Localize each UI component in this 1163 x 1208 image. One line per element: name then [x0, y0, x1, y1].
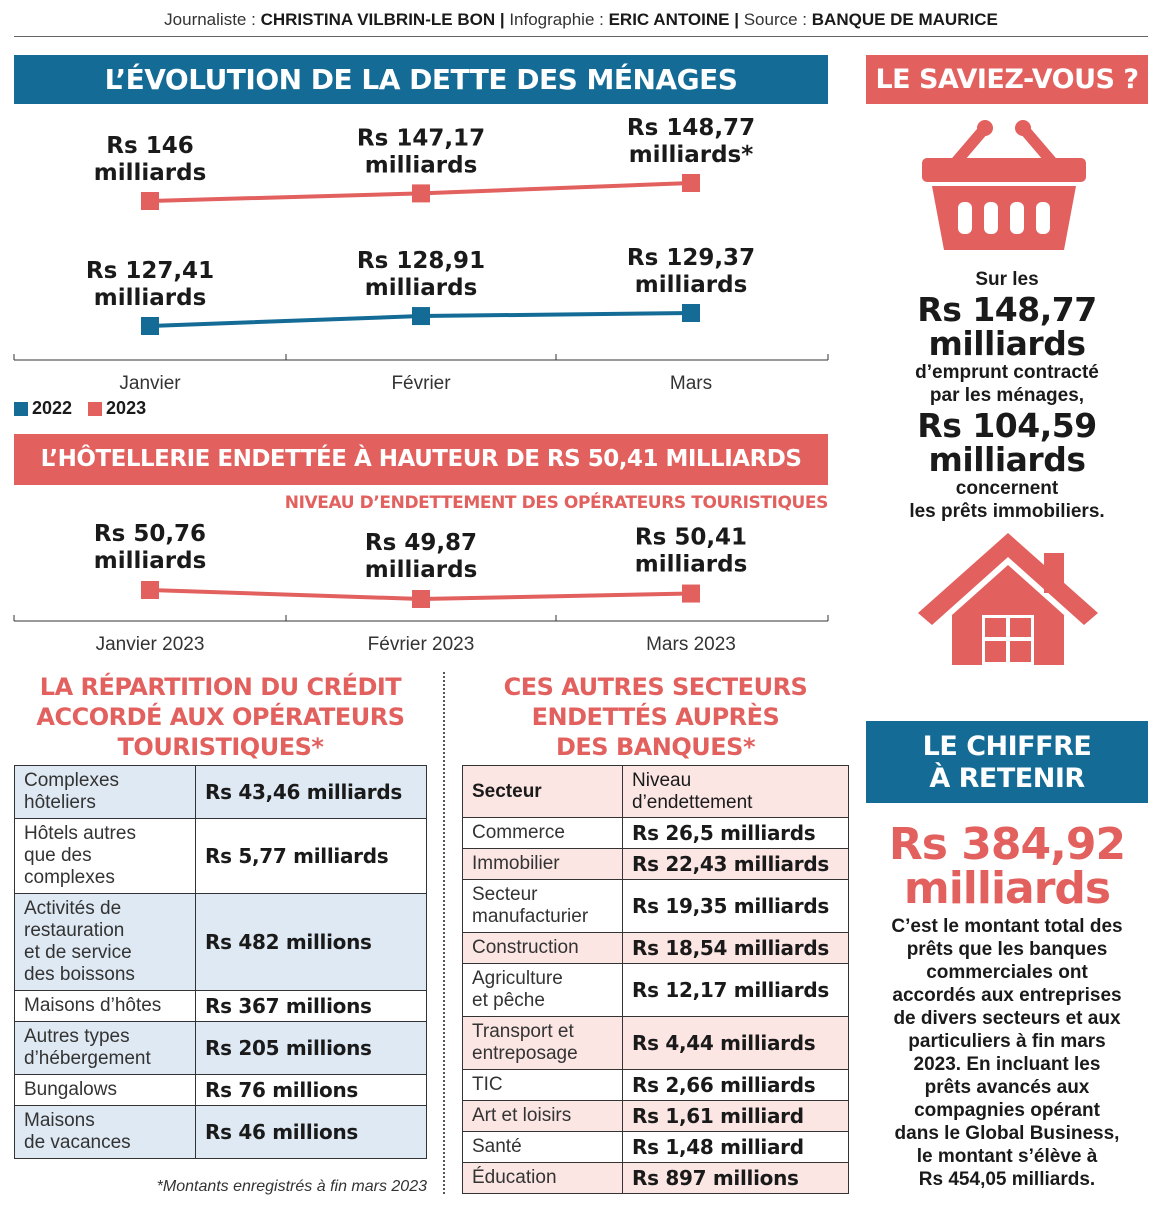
row-value: Rs 43,46 milliards	[196, 766, 427, 819]
row-label	[15, 819, 196, 894]
cell-line: Commerce	[472, 822, 565, 843]
row-value: Rs 1,48 milliard	[623, 1132, 849, 1163]
table-row	[463, 1132, 849, 1163]
journalist-name: CHRISTINA VILBRIN-LE BON	[260, 10, 496, 29]
cell-line: complexes	[24, 867, 115, 888]
header-level	[623, 766, 849, 818]
table-row	[463, 1101, 849, 1132]
header-sector	[463, 766, 623, 818]
cell-line: Activités de	[24, 898, 122, 919]
table-row	[463, 933, 849, 964]
cell-line: Construction	[472, 937, 579, 958]
saviez-mid-line: d’emprunt contracté	[915, 362, 1099, 383]
row-label	[463, 1017, 623, 1070]
table-row	[463, 1017, 849, 1070]
cell-line: et pêche	[472, 990, 545, 1011]
table-row	[463, 1070, 849, 1101]
saviez-end-line: les prêts immobiliers.	[909, 501, 1105, 522]
chiffre-title	[866, 721, 1148, 803]
data-point	[412, 307, 430, 325]
section-title-line: TOURISTIQUES*	[117, 733, 324, 761]
row-value: Rs 367 millions	[196, 991, 427, 1022]
x-tick-label: Février 2023	[367, 634, 475, 655]
data-label: Rs 127,41	[85, 258, 215, 284]
row-label	[15, 1075, 196, 1106]
data-label: milliards	[93, 285, 207, 311]
tourism-credit-table	[14, 765, 427, 1159]
row-value: Rs 1,61 milliard	[623, 1101, 849, 1132]
data-point	[412, 184, 430, 202]
credits-line	[14, 10, 1148, 30]
data-label: milliards	[634, 272, 748, 298]
cell-line: manufacturier	[472, 906, 589, 927]
row-label	[463, 964, 623, 1017]
chiffre-text-line: de divers secteurs et aux	[893, 1008, 1121, 1029]
row-label	[463, 1101, 623, 1132]
saviez-end-line: concernent	[955, 478, 1059, 499]
saviez-vous-text	[866, 268, 1148, 523]
chiffre-text-line: le montant s’élève à	[916, 1146, 1098, 1167]
table-row	[15, 766, 427, 819]
other-sectors-table	[462, 765, 849, 1194]
cell-line: TIC	[472, 1074, 503, 1095]
cell-line: Santé	[472, 1136, 522, 1157]
row-value: Rs 19,35 milliards	[623, 880, 849, 933]
row-value: Rs 22,43 milliards	[623, 849, 849, 880]
table-row	[15, 1106, 427, 1159]
cell-line: Niveau	[632, 769, 692, 791]
household-debt-chart	[0, 104, 840, 396]
section-title-line: CES AUTRES SECTEURS	[503, 673, 808, 701]
chiffre-text-line: particuliers à fin mars	[908, 1031, 1106, 1052]
row-value: Rs 76 millions	[196, 1075, 427, 1106]
chiffre-text-line: commerciales ont	[926, 962, 1088, 983]
data-point	[412, 590, 430, 608]
section-title-line: LA RÉPARTITION DU CRÉDIT	[39, 673, 402, 701]
row-label	[15, 766, 196, 819]
saviez-amount-2-line: milliards	[928, 440, 1086, 479]
chiffre-text-line: accordés aux entreprises	[892, 985, 1122, 1006]
row-label	[463, 818, 623, 849]
table-row	[15, 894, 427, 991]
hotel-debt-chart	[0, 515, 840, 660]
data-label: milliards	[93, 160, 207, 186]
hotel-debt-subtitle: NIVEAU D’ENDETTEMENT DES OPÉRATEURS TOURISTIQUES	[284, 493, 828, 513]
data-label: Rs 146	[106, 133, 194, 159]
row-value: Rs 5,77 milliards	[196, 819, 427, 894]
cell-line: et de service	[24, 942, 132, 963]
cell-line: que des	[24, 845, 92, 866]
chiffre-title-line: À RETENIR	[929, 763, 1085, 794]
cell-line: hôteliers	[24, 792, 96, 813]
chiffre-title-line: LE CHIFFRE	[922, 731, 1092, 762]
legend-swatch-2023	[88, 402, 102, 416]
cell-line: Secteur	[472, 780, 542, 802]
section-title-line: ACCORDÉ AUX OPÉRATEURS	[36, 703, 405, 731]
table-row	[15, 1075, 427, 1106]
data-label: Rs 147,17	[356, 125, 486, 152]
row-label	[463, 1132, 623, 1163]
legend-item-2023	[88, 398, 146, 419]
chiffre-amount	[866, 819, 1148, 914]
x-tick-label: Janvier	[119, 373, 181, 394]
cell-line: Maisons d’hôtes	[24, 995, 162, 1016]
legend-label-2022: 2022	[32, 398, 73, 418]
table-row	[15, 819, 427, 894]
data-label: Rs 129,37	[626, 245, 756, 271]
cell-line: Bungalows	[24, 1079, 117, 1100]
chiffre-text-line: 2023. En incluant les	[913, 1054, 1101, 1075]
chiffre-text-line: dans le Global Business,	[894, 1123, 1120, 1144]
household-debt-title: L’ÉVOLUTION DE LA DETTE DES MÉNAGES	[14, 55, 828, 104]
section-title-line: ENDETTÉS AUPRÈS	[531, 703, 780, 731]
cell-line: Secteur	[472, 884, 538, 905]
chiffre-text-line: C’est le montant total des	[891, 916, 1123, 937]
journalist-label: Journaliste :	[164, 10, 256, 29]
household-debt-legend	[14, 398, 146, 419]
x-tick-label: Mars	[669, 373, 713, 394]
cell-line: entreposage	[472, 1043, 578, 1064]
data-label: milliards	[634, 551, 748, 578]
cell-line: restauration	[24, 920, 125, 941]
saviez-intro: Sur les	[975, 269, 1039, 290]
chiffre-text-line: prêts que les banques	[906, 939, 1108, 960]
chiffre-amount-line: Rs 384,92	[888, 819, 1126, 870]
cell-line: Immobilier	[472, 853, 560, 874]
row-value: Rs 482 millions	[196, 894, 427, 991]
row-label	[463, 1070, 623, 1101]
source-label: Source :	[743, 10, 808, 29]
shopping-basket-icon	[918, 118, 1090, 254]
data-point	[141, 192, 159, 210]
source-name: BANQUE DE MAURICE	[811, 10, 998, 29]
credits-divider	[14, 36, 1148, 37]
infographic-label: Infographie :	[509, 10, 604, 29]
saviez-amount-1-line: Rs 148,77	[917, 290, 1097, 329]
cell-line: Hôtels autres	[24, 823, 136, 844]
chiffre-text-line: Rs 454,05 milliards.	[918, 1169, 1096, 1190]
cell-line: Art et loisirs	[472, 1105, 572, 1126]
row-value: Rs 2,66 milliards	[623, 1070, 849, 1101]
legend-label-2023: 2023	[106, 398, 147, 418]
saviez-amount-2-line: Rs 104,59	[917, 406, 1097, 445]
cell-line: des boissons	[24, 964, 135, 985]
chiffre-text-line: compagnies opérant	[914, 1100, 1100, 1121]
saviez-vous-title: LE SAVIEZ-VOUS ?	[866, 55, 1148, 104]
credits-separator: |	[499, 10, 505, 29]
data-label: Rs 50,76	[93, 521, 207, 547]
cell-line: Agriculture	[472, 968, 563, 989]
row-value: Rs 26,5 milliards	[623, 818, 849, 849]
other-sectors-title	[462, 672, 849, 762]
row-value: Rs 46 millions	[196, 1106, 427, 1159]
data-point	[682, 585, 700, 603]
chiffre-text-line: prêts avancés aux	[924, 1077, 1090, 1098]
legend-item-2022	[14, 398, 72, 419]
data-label: milliards	[364, 275, 478, 302]
data-label: Rs 50,41	[634, 524, 748, 551]
row-label	[15, 991, 196, 1022]
row-label	[463, 933, 623, 964]
data-point	[141, 581, 159, 599]
section-title-line: DES BANQUES*	[555, 733, 756, 761]
infographic-name: ERIC ANTOINE	[608, 10, 730, 29]
cell-line: Complexes	[24, 770, 120, 791]
cell-line: Autres types	[24, 1026, 130, 1047]
hotel-debt-title: L’HÔTELLERIE ENDETTÉE À HAUTEUR DE RS 50,41 MILLIARDS	[14, 434, 828, 485]
data-label: Rs 148,77	[626, 115, 756, 141]
row-label	[463, 849, 623, 880]
credits-separator: |	[734, 10, 739, 29]
tourism-credit-title	[14, 672, 427, 762]
row-label	[463, 1163, 623, 1194]
data-label: milliards	[364, 152, 478, 179]
saviez-amount-1	[866, 290, 1148, 363]
data-label: milliards	[364, 557, 478, 583]
row-label	[463, 880, 623, 933]
cell-line: Éducation	[472, 1167, 557, 1188]
data-point	[682, 304, 700, 322]
row-value: Rs 12,17 milliards	[623, 964, 849, 1017]
legend-swatch-2022	[14, 402, 28, 416]
x-tick-label: Mars 2023	[646, 634, 736, 655]
footnote: *Montants enregistrés à fin mars 2023	[156, 1178, 427, 1195]
data-label: milliards*	[628, 142, 754, 168]
chiffre-content	[866, 819, 1148, 1191]
row-label	[15, 894, 196, 991]
data-label: Rs 49,87	[364, 530, 478, 556]
table-row	[463, 849, 849, 880]
chiffre-text	[866, 915, 1148, 1191]
chiffre-amount-line: milliards	[903, 863, 1111, 914]
data-label: milliards	[93, 548, 207, 574]
data-point	[141, 317, 159, 335]
house-icon	[916, 531, 1100, 665]
table-row	[463, 818, 849, 849]
saviez-end-text	[866, 477, 1148, 523]
cell-line: Transport et	[472, 1021, 574, 1042]
row-value: Rs 18,54 milliards	[623, 933, 849, 964]
row-value: Rs 897 millions	[623, 1163, 849, 1194]
table-row	[15, 1022, 427, 1075]
data-point	[682, 174, 700, 192]
saviez-mid-text	[866, 361, 1148, 407]
table-row	[15, 991, 427, 1022]
row-label	[15, 1106, 196, 1159]
cell-line: d’hébergement	[24, 1048, 151, 1069]
table-row	[463, 880, 849, 933]
saviez-mid-line: par les ménages,	[929, 385, 1085, 406]
saviez-amount-1-line: milliards	[928, 324, 1086, 363]
x-tick-label: Février	[391, 373, 451, 394]
saviez-amount-2	[866, 406, 1148, 479]
row-value: Rs 4,44 milliards	[623, 1017, 849, 1070]
x-tick-label: Janvier 2023	[95, 634, 205, 655]
data-label: Rs 128,91	[356, 248, 486, 275]
section-divider	[443, 672, 445, 1194]
row-label	[15, 1022, 196, 1075]
cell-line: Maisons	[24, 1110, 95, 1131]
row-value: Rs 205 millions	[196, 1022, 427, 1075]
table-row	[463, 1163, 849, 1194]
cell-line: d’endettement	[632, 791, 753, 813]
table-row	[463, 964, 849, 1017]
cell-line: de vacances	[24, 1132, 131, 1153]
table-header-row	[463, 766, 849, 818]
